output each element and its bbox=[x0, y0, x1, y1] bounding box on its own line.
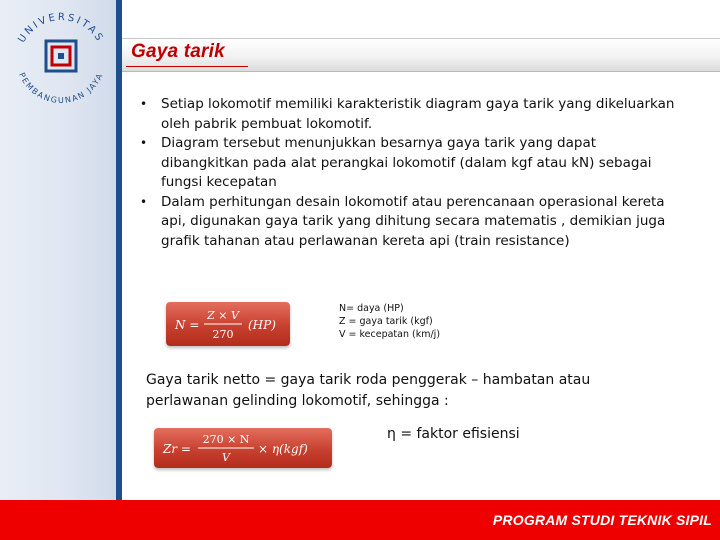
formula1-numerator: Z × V bbox=[207, 309, 239, 322]
footer-bar bbox=[0, 500, 720, 540]
bullet-marker: • bbox=[140, 97, 148, 111]
netto-paragraph: Gaya tarik netto = gaya tarik roda penggerak – hambatan atau perlawanan gelinding lokomotif, sehingga : bbox=[146, 372, 591, 409]
svg-text:PEMBANGUNAN JAYA bbox=[17, 71, 105, 105]
logo-emblem bbox=[46, 41, 76, 71]
definition-z: Z = gaya tarik (kgf) bbox=[339, 316, 433, 327]
formula2-denominator: V bbox=[222, 451, 230, 464]
variable-definitions bbox=[339, 302, 440, 341]
footer-text: PROGRAM STUDI TEKNIK SIPIL bbox=[492, 512, 712, 528]
formula2-lhs: Zr = bbox=[163, 442, 191, 456]
bullet-text: Setiap lokomotif memiliki karakteristik diagram gaya tarik yang dikeluarkan oleh pabrik pembuat lokomotif. bbox=[161, 96, 675, 132]
logo-text-bottom: PEMBANGUNAN JAYA bbox=[17, 71, 105, 106]
bullet-item bbox=[140, 134, 680, 193]
net-force-formula bbox=[154, 428, 332, 468]
definition-n: N= daya (HP) bbox=[339, 303, 404, 314]
slide-title: Gaya tarik bbox=[131, 41, 225, 62]
formula1-lhs: N = bbox=[175, 318, 200, 332]
university-logo bbox=[2, 0, 120, 118]
efficiency-note: η = faktor efisiensi bbox=[387, 426, 520, 442]
bullet-list bbox=[140, 95, 680, 251]
bullet-marker: • bbox=[140, 194, 148, 209]
bullet-text: Dalam perhitungan desain lokomotif atau perencanaan operasional kereta api, digunakan gaya tarik yang dihitung secara matematis , demikian juga grafik tahanan atau perlawanan kereta api (train resistance) bbox=[161, 193, 666, 249]
title-underline bbox=[126, 66, 248, 67]
bullet-text: Diagram tersebut menunjukkan besarnya gaya tarik yang dapat dibangkitkan pada alat perangkai lokomotif (dalam kgf atau kN) sebagai fungsi kecepatan bbox=[161, 135, 652, 190]
logo-text-top: UNIVERSITAS bbox=[16, 11, 106, 45]
formula2-numerator: 270 × N bbox=[202, 433, 250, 446]
bullet-item bbox=[140, 193, 680, 252]
formula1-unit: (HP) bbox=[248, 318, 276, 332]
bullet-item bbox=[140, 95, 680, 134]
formula2-suffix: × η(kgf) bbox=[258, 442, 308, 456]
formula1-denominator: 270 bbox=[212, 328, 234, 341]
bullet-marker: • bbox=[140, 136, 148, 150]
definition-v: V = kecepatan (km/j) bbox=[339, 329, 441, 340]
power-formula bbox=[166, 302, 290, 346]
